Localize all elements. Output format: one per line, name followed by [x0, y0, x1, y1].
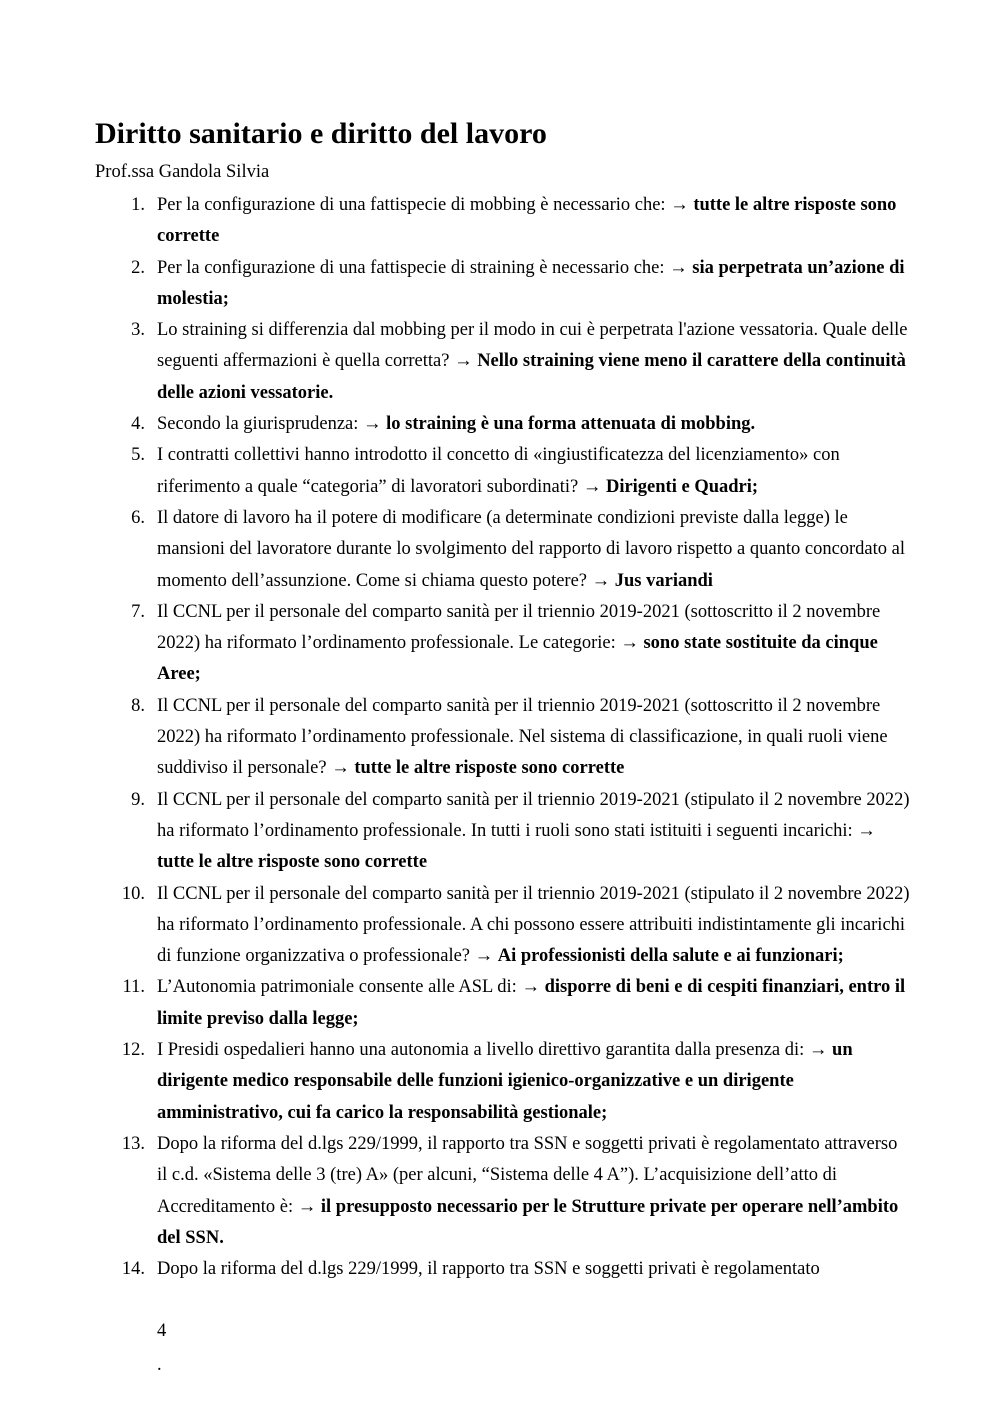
- question-answer: tutte le altre risposte sono corrette: [157, 852, 428, 873]
- arrow-icon: →: [474, 946, 494, 967]
- question-text: Dopo la riforma del d.lgs 229/1999, il rapporto tra SSN e soggetti privati è regolamentato attraverso il c.d. «Sistema delle 3 (tre) A» (per alcuni, “Sistema delle 4 A”). L’acquisizione dell’atto di Accreditamento è:: [157, 1133, 898, 1217]
- arrow-icon: →: [582, 476, 602, 497]
- question-number: 3.: [131, 320, 145, 341]
- question-number: 13.: [121, 1133, 145, 1154]
- question-item: [0, 785, 912, 879]
- arrow-icon: →: [669, 257, 688, 278]
- question-item: [0, 315, 912, 409]
- question-number: 14.: [121, 1259, 145, 1280]
- question-item: [0, 597, 912, 691]
- question-text: Il CCNL per il personale del comparto sanità per il triennio 2019-2021 (sottoscritto il 2 novembre 2022) ha riformato l’ordinamento professionale. Nel sistema di classificazione, in quali ruoli viene suddiviso il personale?: [157, 695, 888, 779]
- arrow-icon: →: [808, 1040, 828, 1061]
- trailing-fragment: 4: [157, 1321, 167, 1341]
- question-answer: tutte le altre risposte sono corrette: [157, 195, 897, 247]
- question-item: [0, 1035, 912, 1129]
- question-number: 8.: [131, 695, 145, 716]
- arrow-icon: →: [857, 820, 876, 841]
- question-answer: Nello straining viene meno il carattere della continuità delle azioni vessatorie.: [157, 351, 906, 403]
- question-number: 10.: [121, 883, 145, 904]
- question-text: L’Autonomia patrimoniale consente alle ASL di:: [157, 977, 517, 998]
- question-text: I contratti collettivi hanno introdotto il concetto di «ingiustificatezza del licenziamento» con riferimento a quale “categoria” di lavoratori subordinati?: [157, 445, 840, 497]
- arrow-icon: →: [297, 1196, 317, 1217]
- question-number: 7.: [131, 601, 145, 622]
- question-number: 9.: [131, 789, 145, 810]
- question-number: 4.: [131, 414, 145, 435]
- arrow-icon: →: [521, 977, 540, 998]
- question-text: Il CCNL per il personale del comparto sanità per il triennio 2019-2021 (sottoscritto il 2 novembre 2022) ha riformato l’ordinamento professionale. Le categorie:: [157, 601, 881, 654]
- question-number: 12.: [121, 1040, 145, 1061]
- question-item: [0, 190, 912, 253]
- question-answer: Jus variandi: [614, 570, 713, 591]
- arrow-icon: →: [454, 351, 473, 372]
- question-item: [0, 253, 912, 316]
- arrow-icon: →: [591, 570, 611, 591]
- arrow-icon: →: [363, 414, 382, 435]
- question-item: [0, 1129, 912, 1254]
- question-text: Secondo la giurisprudenza:: [157, 414, 359, 435]
- question-list: [0, 190, 1000, 1285]
- document-author: Prof.ssa Gandola Silvia: [95, 162, 270, 182]
- question-text: Il CCNL per il personale del comparto sanità per il triennio 2019-2021 (stipulato il 2 novembre 2022) ha riformato l’ordinamento professionale. A chi possono essere attribuiti indistintamente gli incarichi di funzione organizzativa o professionale?: [157, 883, 910, 967]
- question-answer: lo straining è una forma attenuata di mobbing.: [386, 414, 756, 435]
- question-text: Per la configurazione di una fattispecie di mobbing è necessario che:: [157, 195, 666, 215]
- question-answer: il presupposto necessario per le Strutture private per operare nell’ambito del SSN.: [157, 1196, 899, 1248]
- question-text: Per la configurazione di una fattispecie di straining è necessario che:: [157, 257, 665, 278]
- question-item: [0, 1254, 912, 1285]
- question-number: 6.: [131, 507, 145, 528]
- question-item: [0, 409, 912, 440]
- question-text: Dopo la riforma del d.lgs 229/1999, il rapporto tra SSN e soggetti privati è regolamentato: [157, 1259, 820, 1280]
- question-answer: Ai professionisti della salute e ai funzionari;: [497, 946, 844, 967]
- question-answer: disporre di beni e di cespiti finanziari, entro il limite previso dalla legge;: [157, 977, 906, 1029]
- question-number: 2.: [131, 257, 145, 278]
- question-item: [0, 440, 912, 503]
- question-item: [0, 879, 912, 973]
- question-answer: tutte le altre risposte sono corrette: [354, 758, 625, 779]
- question-answer: un dirigente medico responsabile delle funzioni igienico-organizzative e un dirigente amministrativo, cui fa carico la responsabilità gestionale;: [157, 1040, 853, 1123]
- question-answer: sia perpetrata un’azione di molestia;: [157, 257, 905, 309]
- question-number: 5.: [131, 445, 145, 466]
- question-item: [0, 503, 912, 597]
- question-text: Il CCNL per il personale del comparto sanità per il triennio 2019-2021 (stipulato il 2 novembre 2022) ha riformato l’ordinamento professionale. In tutti i ruoli sono stati istituiti i seguenti incarichi:: [157, 789, 910, 841]
- question-text: I Presidi ospedalieri hanno una autonomia a livello direttivo garantita dalla presenza di:: [157, 1040, 805, 1061]
- document-title: Diritto sanitario e diritto del lavoro: [95, 117, 547, 150]
- arrow-icon: →: [331, 758, 350, 779]
- arrow-icon: →: [670, 195, 689, 215]
- question-answer: Dirigenti e Quadri;: [605, 476, 759, 497]
- question-item: [0, 972, 912, 1035]
- question-item: [0, 691, 912, 785]
- question-text: Il datore di lavoro ha il potere di modificare (a determinate condizioni previste dalla legge) le mansioni del lavoratore durante lo svolgimento del rapporto di lavoro rispetto a quanto concordato al momento dell’assunzione. Come si chiama questo potere?: [157, 507, 906, 591]
- question-number: 11.: [122, 977, 145, 998]
- question-answer: sono state sostituite da cinque Aree;: [157, 633, 878, 685]
- arrow-icon: →: [620, 633, 639, 654]
- question-number: 1.: [131, 195, 145, 215]
- trailing-fragment: .: [157, 1355, 162, 1375]
- question-text: Lo straining si differenzia dal mobbing per il modo in cui è perpetrata l'azione vessatoria. Quale delle seguenti affermazioni è quella corretta?: [157, 320, 908, 372]
